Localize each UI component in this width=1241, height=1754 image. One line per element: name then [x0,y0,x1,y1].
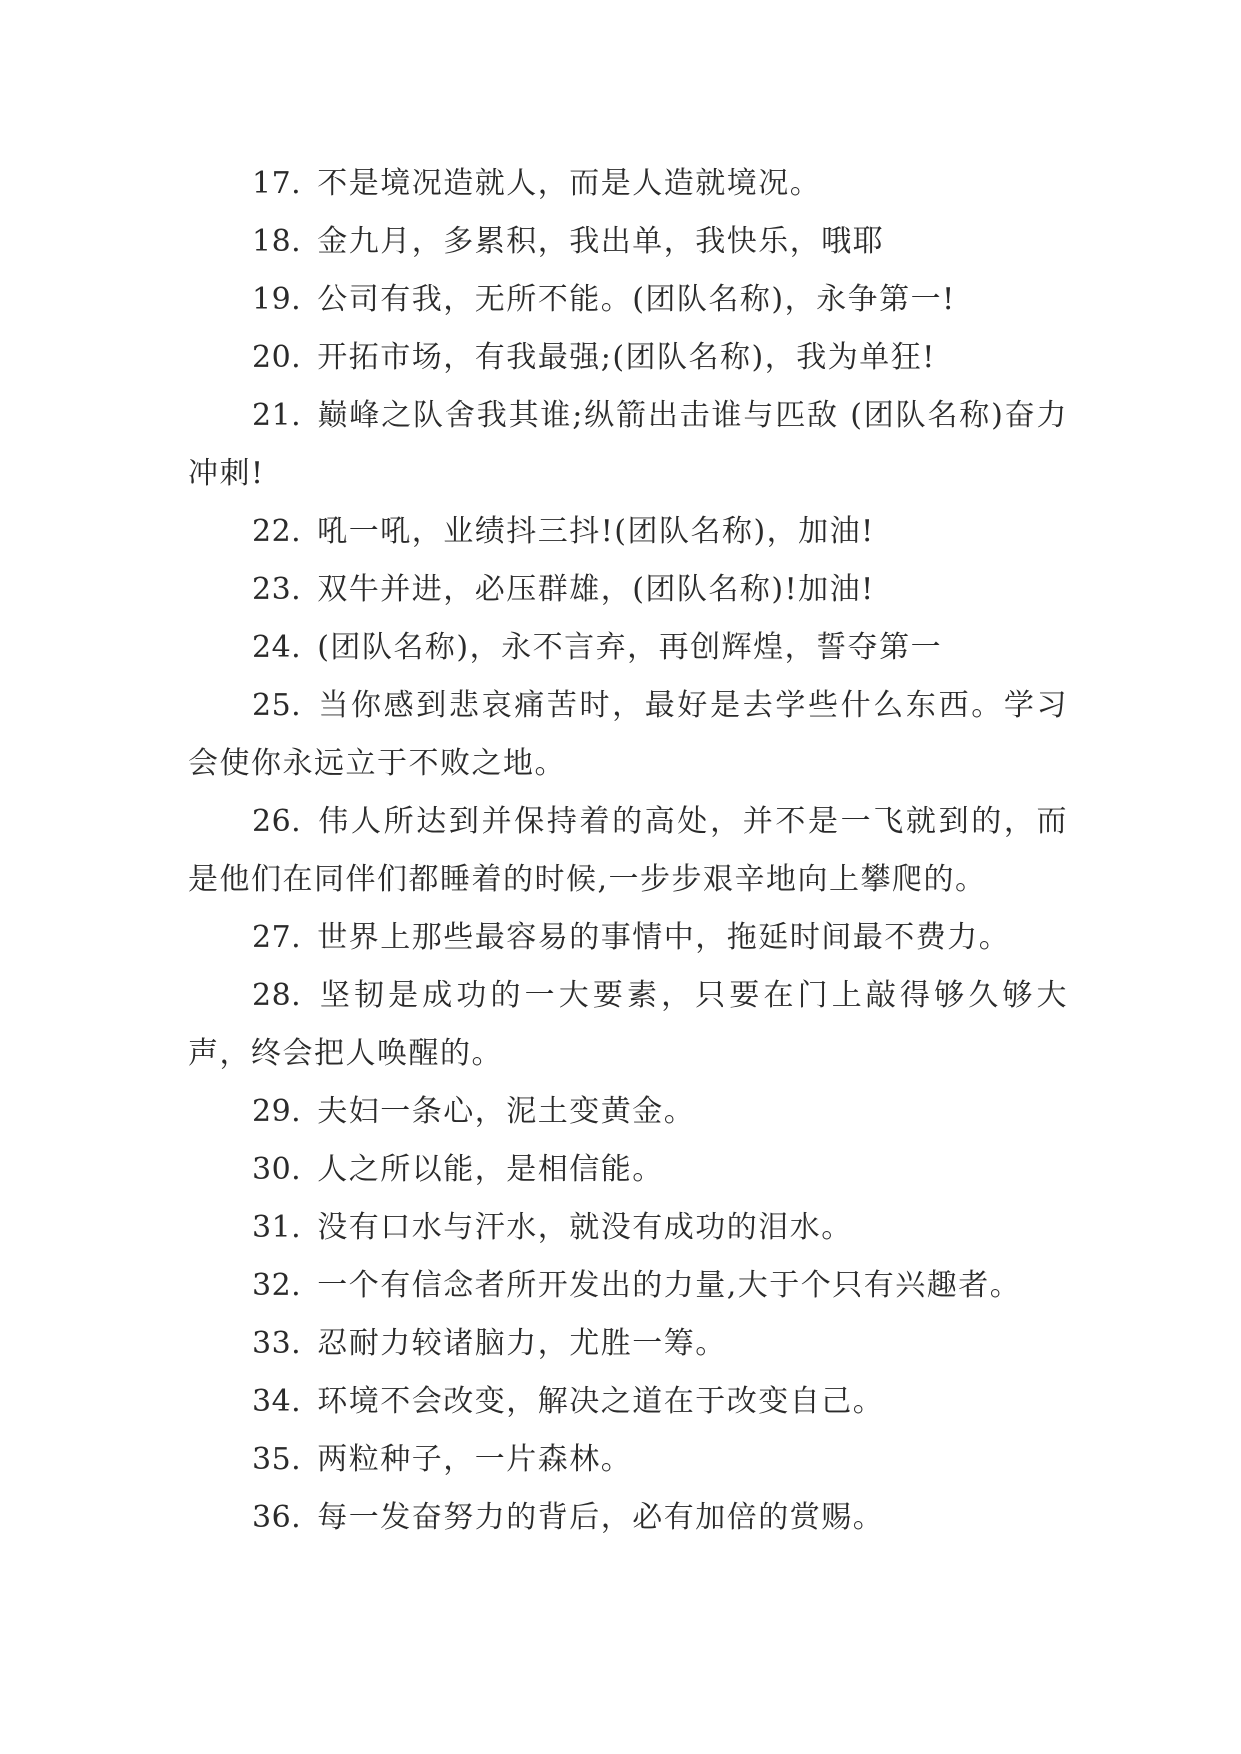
item-text: 公司有我，无所不能。(团队名称)，永争第一! [317,282,956,317]
list-item [188,503,1068,561]
list-item [188,213,1068,271]
item-text: 坚韧是成功的一大要素，只要在门上敲得够久够大声，终会把人唤醒的。 [188,978,1068,1071]
item-number: 28. [252,978,302,1013]
item-text: 环境不会改变，解决之道在于改变自己。 [317,1384,885,1419]
list-item [188,1141,1068,1199]
item-text: 忍耐力较诸脑力，尤胜一筹。 [317,1326,727,1361]
item-text: (团队名称)，永不言弃，再创辉煌，誓夺第一 [317,630,943,665]
item-number: 35. [252,1442,302,1477]
item-text: 巅峰之队舍我其谁;纵箭出击谁与匹敌 (团队名称)奋力冲刺! [188,398,1068,491]
item-text: 夫妇一条心，泥土变黄金。 [317,1094,696,1129]
list-item [188,909,1068,967]
list-item [188,387,1068,503]
list-item [188,793,1068,909]
list-item [188,1257,1068,1315]
item-number: 24. [252,630,302,665]
item-number: 23. [252,572,302,607]
item-number: 18. [252,224,302,259]
list-item [188,619,1068,677]
item-text: 没有口水与汗水，就没有成功的泪水。 [317,1210,853,1245]
item-number: 22. [252,514,302,549]
item-text: 金九月，多累积，我出单，我快乐，哦耶 [317,224,885,259]
list-item [188,1199,1068,1257]
item-number: 19. [252,282,302,317]
list-item [188,1083,1068,1141]
item-number: 26. [252,804,302,839]
list-item [188,271,1068,329]
list-item [188,155,1068,213]
item-text: 两粒种子，一片森林。 [317,1442,633,1477]
list-item [188,677,1068,793]
item-text: 人之所以能，是相信能。 [317,1152,664,1187]
list-item [188,1489,1068,1547]
list-item [188,1315,1068,1373]
item-number: 34. [252,1384,302,1419]
list-item [188,1431,1068,1489]
document-body [188,155,1068,1547]
item-number: 32. [252,1268,302,1303]
item-number: 25. [252,688,302,723]
item-text: 伟人所达到并保持着的高处，并不是一飞就到的，而是他们在同伴们都睡着的时候,一步步艰辛地向上攀爬的。 [188,804,1068,897]
item-text: 每一发奋努力的背后，必有加倍的赏赐。 [317,1500,885,1535]
item-text: 吼一吼，业绩抖三抖!(团队名称)，加油! [317,514,875,549]
item-number: 21. [252,398,302,433]
item-text: 世界上那些最容易的事情中，拖延时间最不费力。 [317,920,1011,955]
item-number: 33. [252,1326,302,1361]
list-item [188,1373,1068,1431]
item-text: 双牛并进，必压群雄，(团队名称)!加油! [317,572,875,607]
item-number: 36. [252,1500,302,1535]
list-item [188,561,1068,619]
list-item [188,967,1068,1083]
item-number: 20. [252,340,302,375]
item-number: 30. [252,1152,302,1187]
item-number: 17. [252,166,302,201]
item-text: 开拓市场，有我最强;(团队名称)，我为单狂! [317,340,936,375]
item-text: 当你感到悲哀痛苦时，最好是去学些什么东西。学习会使你永远立于不败之地。 [188,688,1068,781]
list-item [188,329,1068,387]
item-text: 一个有信念者所开发出的力量,大于个只有兴趣者。 [317,1268,1022,1303]
item-number: 27. [252,920,302,955]
item-number: 29. [252,1094,302,1129]
item-text: 不是境况造就人，而是人造就境况。 [317,166,822,201]
item-number: 31. [252,1210,302,1245]
